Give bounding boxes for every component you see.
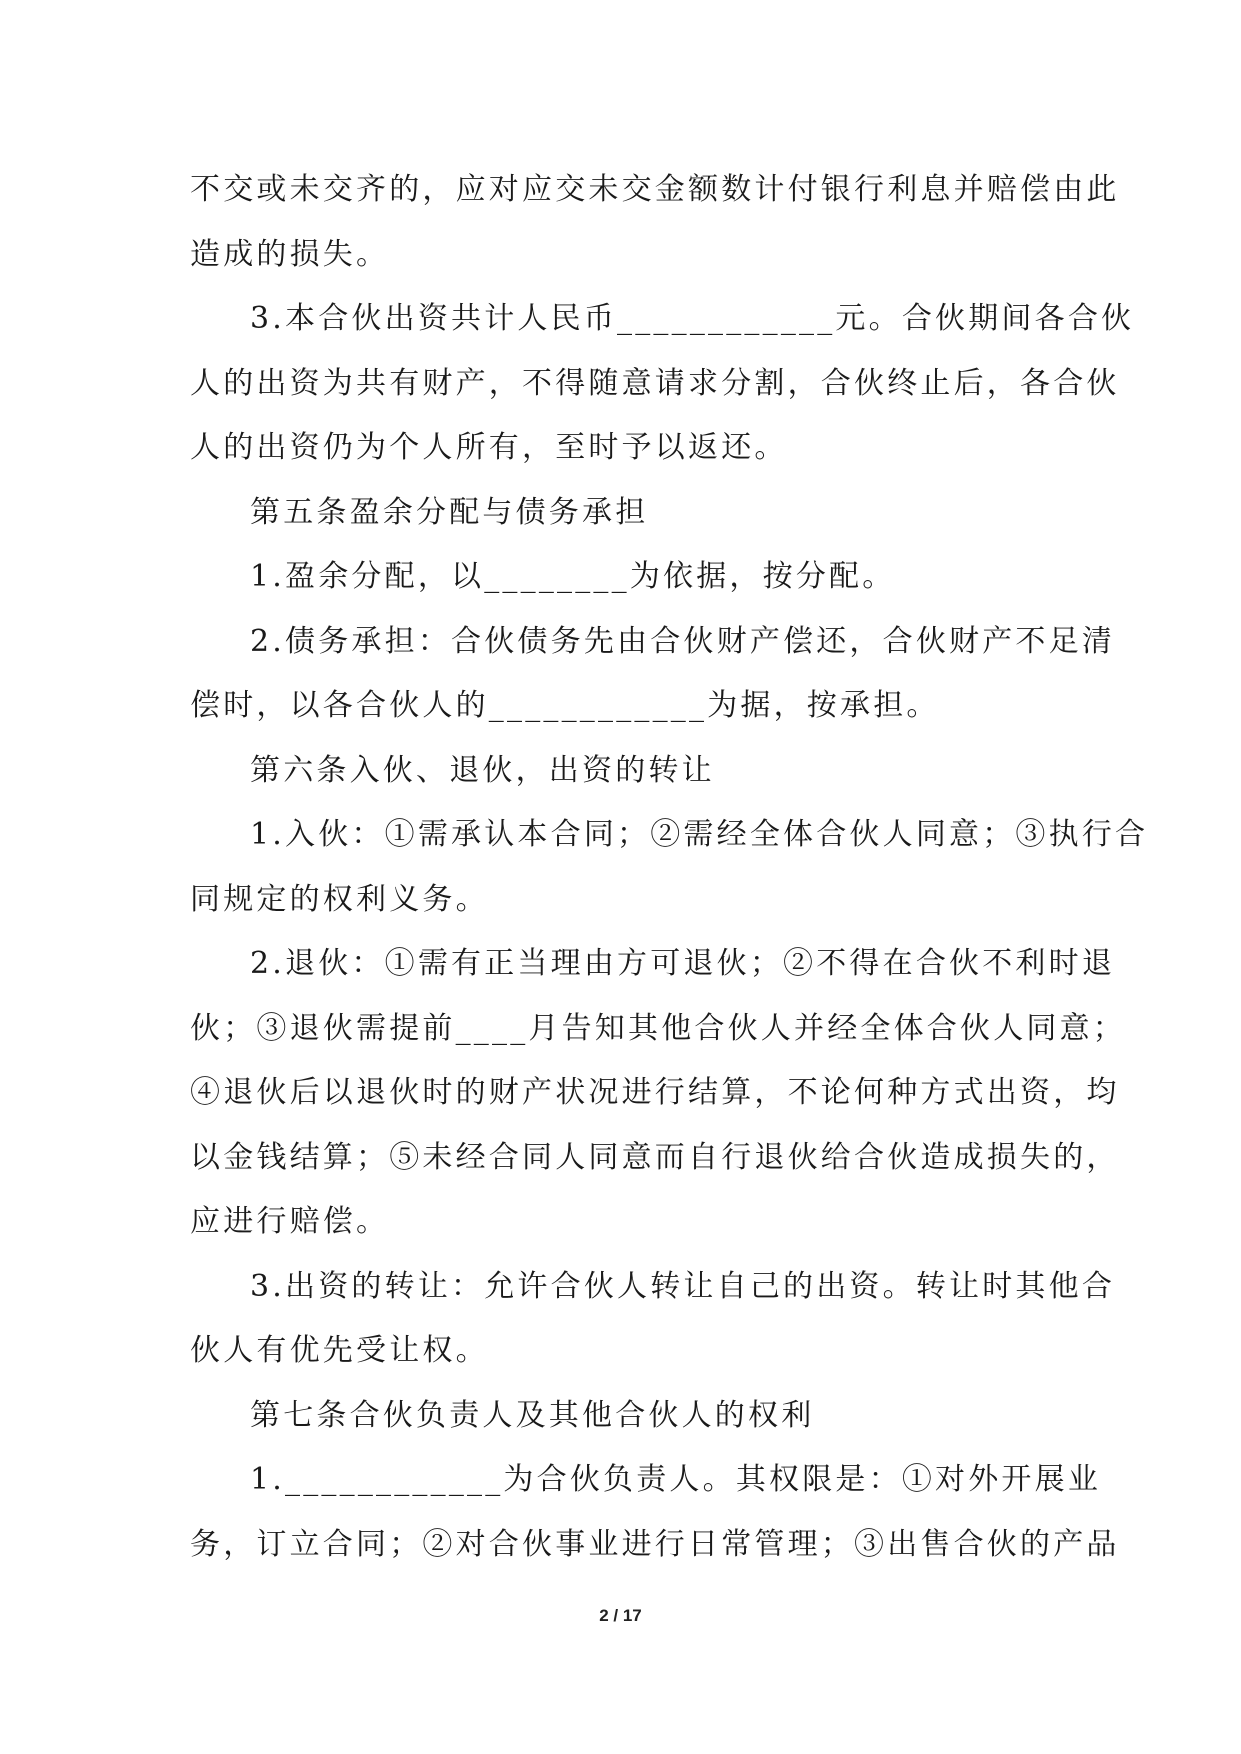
clause-3-capital: 3.本合伙出资共计人民币____________元。合伙期间各合伙 — [250, 301, 1135, 336]
clause-admission: 1.入伙：①需承认本合同；②需经全体合伙人同意；③执行合 — [250, 817, 1149, 852]
clause-profit-distribution: 1.盈余分配，以________为依据，按分配。 — [250, 559, 896, 594]
text-line: 伙；③退伙需提前____月告知其他合伙人并经全体合伙人同意； — [190, 1010, 1126, 1046]
clause-withdrawal: 2.退伙：①需有正当理由方可退伙；②不得在合伙不利时退 — [250, 946, 1116, 981]
article-6-heading: 第六条入伙、退伙，出资的转让 — [250, 752, 715, 788]
document-body — [190, 158, 1149, 1577]
text-line: 不交或未交齐的，应对应交未交金额数计付银行利息并赔偿由此 — [190, 172, 1120, 207]
clause-partnership-leader: 1.____________为合伙负责人。其权限是：①对外开展业 — [250, 1462, 1102, 1497]
article-7-heading: 第七条合伙负责人及其他合伙人的权利 — [250, 1397, 815, 1433]
text-line: 人的出资为共有财产，不得随意请求分割，合伙终止后，各合伙 — [190, 365, 1120, 401]
clause-capital-transfer: 3.出资的转让：允许合伙人转让自己的出资。转让时其他合 — [250, 1268, 1116, 1304]
text-line: 应进行赔偿。 — [190, 1204, 390, 1239]
text-line: 造成的损失。 — [190, 236, 390, 272]
text-line: 伙人有优先受让权。 — [190, 1333, 489, 1368]
text-line: 同规定的权利义务。 — [190, 881, 489, 917]
article-5-heading: 第五条盈余分配与债务承担 — [250, 494, 649, 530]
text-line: 偿时，以各合伙人的____________为据，按承担。 — [190, 688, 940, 723]
text-line: 人的出资仍为个人所有，至时予以返还。 — [190, 430, 788, 465]
text-line: 务，订立合同；②对合伙事业进行日常管理；③出售合伙的产品 — [190, 1526, 1120, 1562]
text-line: ④退伙后以退伙时的财产状况进行结算，不论何种方式出资，均 — [190, 1075, 1120, 1110]
clause-debt-liability: 2.债务承担：合伙债务先由合伙财产偿还，合伙财产不足清 — [250, 623, 1116, 659]
text-line: 以金钱结算；⑤未经合同人同意而自行退伙给合伙造成损失的， — [190, 1139, 1120, 1175]
page-number: 2 / 17 — [599, 1606, 642, 1625]
